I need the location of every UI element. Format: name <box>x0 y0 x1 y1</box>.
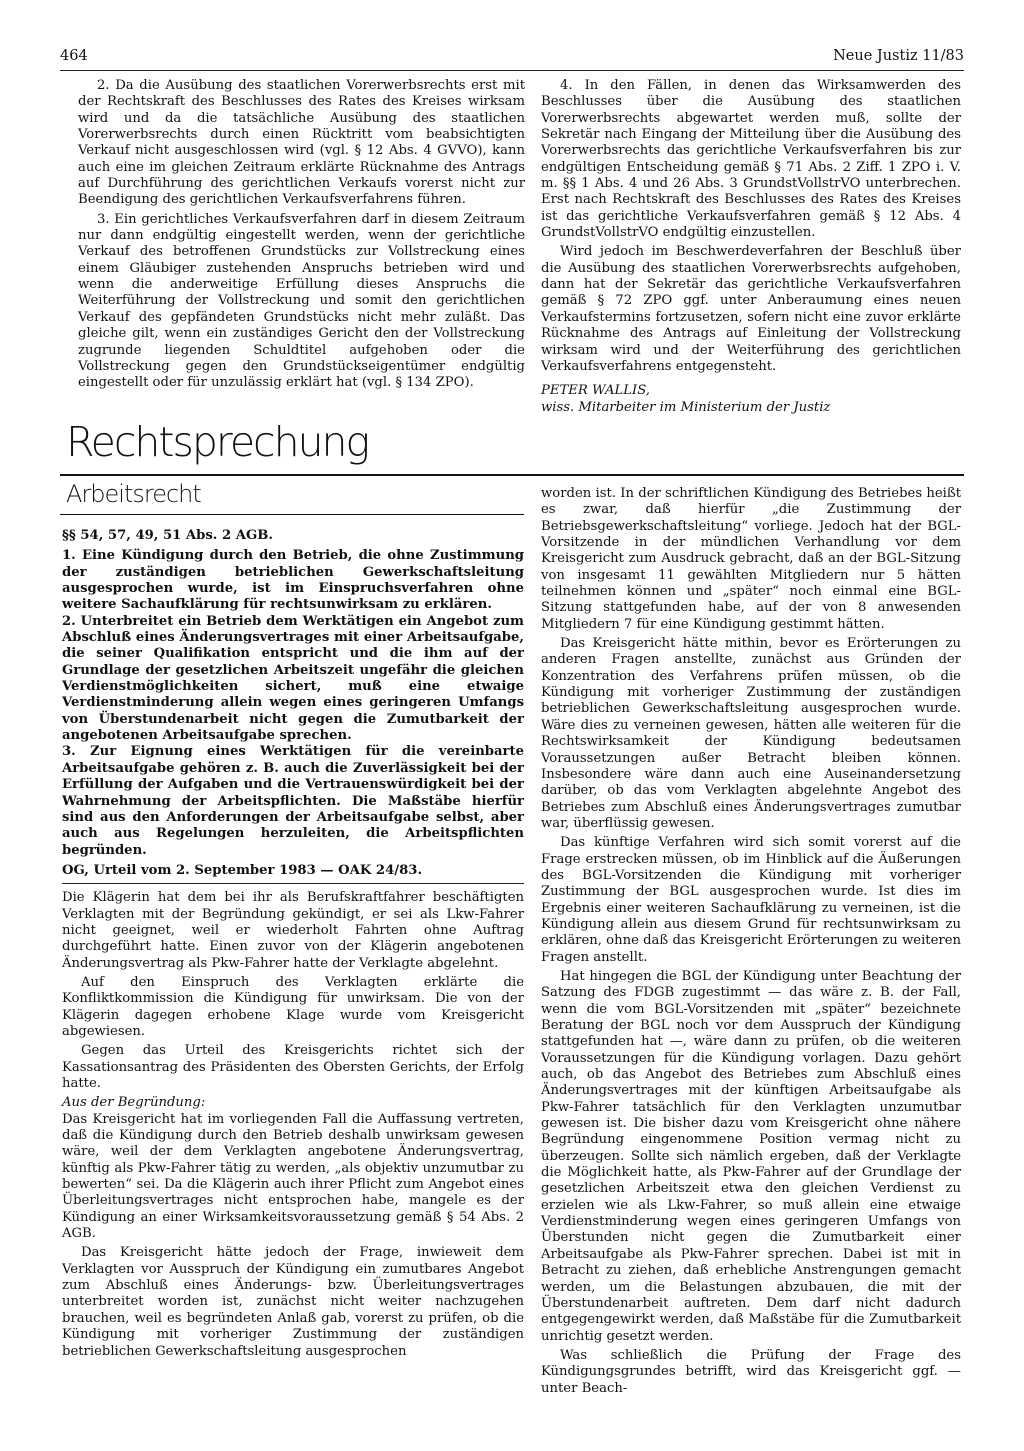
citation-divider <box>62 883 524 884</box>
facts-paragraph: Auf den Einspruch des Verklagten erklärte die Konfliktkommission die Kündigung für unwirksam. Die von der Klägerin dagegen erhobene Klage wurde vom Kreisgericht abgewiesen. <box>62 974 524 1039</box>
header-divider <box>60 70 964 71</box>
decision-right-column <box>541 486 961 1400</box>
prior-article-left-column <box>78 78 525 395</box>
headnote: 2. Unterbreitet ein Betrieb dem Werktätigen ein Angebot zum Abschluß eines Änderungsvertrages mit einer Arbeitsaufgabe, die seiner Qualifikation entspricht und die ihm auf der Grundlage der gesetzlichen Arbeitszeit ungefähr die gleichen Verdienstmöglichkeiten sichert, muß eine etwaige Verdienstminderung allein wegen eines geringeren Umfangs von Überstundenarbeit nicht gegen die Zumutbarkeit der angebotenen Arbeitsaufgabe sprechen. <box>62 613 524 744</box>
page-header <box>60 48 964 68</box>
reasons-paragraph: Das Kreisgericht hätte jedoch der Frage, inwieweit dem Verklagten vor Ausspruch der Kündigung ein zumutbares Angebot zum Abschluß eines Änderungs- bzw. Überleitungsvertrages unterbreitet worden ist, zunächst nicht weiter nachzugehen brauchen, weil es begründeten Anlaß gab, vorerst zu prüfen, ob die Kündigung mit vorheriger Zustimmung der zuständigen betrieblichen Gewerkschaftsleitung ausgesprochen <box>62 1245 524 1359</box>
author-block <box>541 383 961 416</box>
page-number: 464 <box>60 48 88 64</box>
facts-paragraph: Gegen das Urteil des Kreisgerichts richtet sich der Kassationsantrag des Präsidenten des Obersten Gerichts, der Erfolg hatte. <box>62 1043 524 1091</box>
reasons-paragraph: worden ist. In der schriftlichen Kündigung des Betriebes heißt es zwar, daß hierfür „die Zustimmung der Betriebsgewerkschaftsleitung“ vorliege. Jedoch hat der BGL-Vorsitzende in der mündlichen Verhandlung vor dem Kreisgericht zum Ausdruck gebracht, daß an der BGL-Sitzung von insgesamt 11 gewählten Mitgliedern nur 5 hätten teilnehmen können und „später“ noch einmal eine BGL-Sitzung stattgefunden habe, auf der von 8 anwesenden Mitgliedern 7 für eine Kündigung gestimmt hätten. <box>541 486 961 632</box>
headnote: 1. Eine Kündigung durch den Betrieb, die ohne Zustimmung der zuständigen betrieblichen Gewerkschaftsleitung ausgesprochen wurde, ist im Einspruchsverfahren ohne weitere Sachaufklärung für rechtsunwirksam zu erklären. <box>62 548 524 613</box>
prior-article-paragraph: 2. Da die Ausübung des staatlichen Vorerwerbsrechts erst mit der Rechtskraft des Beschlusses des Rates des Kreises wirksam wird und da die tatsächliche Ausübung des staatlichen Vorerwerbsrechts durch einen Rücktritt vom beabsichtigten Verkauf nicht ausgeschlossen wird (vgl. § 12 Abs. 4 GVVO), kann auch eine im gleichen Zeitraum erklärte Rücknahme des Antrags auf Durchführung des gerichtlichen Verkaufs vorerst nicht zur Beendigung des gerichtlichen Verkaufsverfahrens führen. <box>78 78 525 208</box>
decision-left-column <box>62 528 524 1363</box>
court-citation: OG, Urteil vom 2. September 1983 — OAK 24/83. <box>62 862 423 878</box>
headnote: 3. Zur Eignung eines Werktätigen für die vereinbarte Arbeitsaufgabe gehören z. B. auch die Zuverlässigkeit bei der Erfüllung der Aufgaben und die Vertrauenswürdigkeit bei der Wahrnehmung der Arbeitspflichten. Die Maßstäbe hierfür sind aus den Anforderungen der Arbeitsaufgabe selbst, aber auch aus Regelungen herzuleiten, die Arbeitspflichten begründen. <box>62 744 524 858</box>
subsection-title: Arbeitsrecht <box>66 480 201 508</box>
paragraph-reference: §§ 54, 57, 49, 51 Abs. 2 AGB. <box>62 528 273 543</box>
subsection-divider <box>60 514 524 515</box>
author-role: wiss. Mitarbeiter im Ministerium der Justiz <box>541 399 831 415</box>
reasons-heading: Aus der Begründung: <box>62 1095 206 1111</box>
reasons-paragraph: Was schließlich die Prüfung der Frage des Kündigungsgrundes betrifft, wird das Kreisgericht ggf. — unter Beach- <box>541 1347 961 1396</box>
headnotes <box>62 548 524 859</box>
reasons-paragraph: Das künftige Verfahren wird sich somit vorerst auf die Frage erstrecken müssen, ob im Hinblick auf die Äußerungen des BGL-Vorsitzenden die Kündigung mit vorheriger Zustimmung der BGL ausgesprochen wurde. Ist dies im Ergebnis einer weiteren Sachaufklärung zu verneinen, ist die Kündigung allein aus diesem Grund für rechtsunwirksam zu erklären, ohne daß das Kreisgericht Erörterungen zu weiteren Fragen anstellt. <box>541 835 961 965</box>
author-name: PETER WALLIS, <box>541 383 650 399</box>
prior-article-right-column <box>541 78 961 416</box>
prior-article-paragraph: 3. Ein gerichtliches Verkaufsverfahren darf in diesem Zeitraum nur dann endgültig eingestellt werden, wenn der gerichtliche Verkauf des betroffenen Grundstücks zur Vollstreckung eines einem Gläubiger zustehenden Anspruchs betrieben wird und wenn die anderweitige Erfüllung dieses Anspruchs die Weiterführung der Vollstreckung und somit den gerichtlichen Verkauf des gepfändeten Grundstücks nicht mehr zuläßt. Das gleiche gilt, wenn ein zuständiges Gericht den der Vollstreckung zugrunde liegenden Schuldtitel aufgehoben oder die Vollstreckung gegen den Grundstückseigentümer endgültig eingestellt oder für unzulässig erklärt hat (vgl. § 134 ZPO). <box>78 211 525 391</box>
reasons-paragraph: Hat hingegen die BGL der Kündigung unter Beachtung der Satzung des FDGB zugestimmt — das wäre z. B. der Fall, wenn die vom BGL-Vorsitzenden mit „später“ bezeichnete Beratung der BGL noch vor dem Ausspruch der Kündigung stattgefunden hat —, wäre dann zu prüfen, ob die weiteren Voraussetzungen für die Kündigung vorlagen. Dazu gehört auch, ob das Angebot des Betriebes zum Abschluß eines Änderungsvertrages mit der künftigen Arbeitsaufgabe als Pkw-Fahrer tatsächlich für den Verklagten unzumutbar gewesen ist. Die bisher dazu vom Kreisgericht ohne nähere Begründung eingenommene Position vermag nicht zu überzeugen. Sollte sich nämlich ergeben, daß der Verklagte die Möglichkeit hatte, als Pkw-Fahrer auf der Grundlage der gesetzlichen Arbeitszeit etwa den gleichen Verdienst zu erzielen wie als Lkw-Fahrer, so muß allein eine etwaige Verdienstminderung wegen eines geringeren Umfangs von Überstunden nicht gegen die Zumutbarkeit einer Arbeitsaufgabe als Pkw-Fahrer sprechen. Dabei ist mit in Betracht zu ziehen, daß erhebliche Anstrengungen gemacht werden, um die Belastungen abzubauen, die mit der Überstundenarbeit auftreten. Dem darf nicht dadurch entgegengewirkt werden, daß Maßstäbe für die Zumutbarkeit unrichtig gesetzt werden. <box>541 968 961 1344</box>
reasons-paragraph: Das Kreisgericht hat im vorliegenden Fall die Auffassung vertreten, daß die Kündigung durch den Betrieb deshalb unwirksam gewesen wäre, weil der dem Verklagten angebotene Änderungsvertrag, künftig als Pkw-Fahrer tätig zu werden, „als objektiv unzumutbar zu bewerten“ sei. Da die Klägerin auch ihrer Pflicht zum Angebot eines Überleitungsvertrages nicht entsprochen habe, mangele es der Kündigung an einer Wirksamkeitsvoraussetzung gemäß § 54 Abs. 2 AGB. <box>62 1111 524 1242</box>
section-title: Rechtsprechung <box>66 418 369 466</box>
facts-paragraph: Die Klägerin hat dem bei ihr als Berufskraftfahrer beschäftigten Verklagten mit der Begründung gekündigt, er sei als Lkw-Fahrer nicht geeignet, weil er wiederholt Fahrten ohne Auftrag durchgeführt hatte. Einen zuvor von der Klägerin angebotenen Änderungsvertrag als Pkw-Fahrer hatte der Verklagte abgelehnt. <box>62 890 524 971</box>
prior-article-paragraph: 4. In den Fällen, in denen das Wirksamwerden des Beschlusses über die Ausübung des staatlichen Vorerwerbsrechts abgewartet werden muß, sollte der Sekretär nach Eingang der Mitteilung über die Ausübung des Vorerwerbsrechts das gerichtliche Verkaufsverfahren bis zur endgültigen Entscheidung gemäß § 71 Abs. 2 Ziff. 1 ZPO i. V. m. §§ 1 Abs. 4 und 26 Abs. 3 GrundstVollstrVO unterbrechen. Erst nach Rechtskraft des Beschlusses des Rates des Kreises ist das gerichtliche Verkaufsverfahren gemäß § 12 Abs. 4 GrundstVollstrVO endgültig einzustellen. <box>541 78 961 241</box>
journal-issue: Neue Justiz 11/83 <box>833 48 964 64</box>
section-divider <box>60 474 964 476</box>
reasons-paragraph: Das Kreisgericht hätte mithin, bevor es Erörterungen zu anderen Fragen anstellte, zunächst aus Gründen der Konzentration des Verfahrens prüfen müssen, ob die Kündigung mit vorheriger Zustimmung der zuständigen betrieblichen Gewerkschaftsleitung ausgesprochen wurde. Wäre dies zu verneinen gewesen, hätten alle weiteren für die Rechtswirksamkeit der Kündigung bedeutsamen Voraussetzungen außer Betracht bleiben können. Insbesondere wäre dann auch eine Auseinandersetzung darüber, ob das vom Verklagten abgelehnte Angebot des Betriebes zum Abschluß eines Änderungsvertrages zumutbar war, überflüssig gewesen. <box>541 636 961 831</box>
prior-article-paragraph: Wird jedoch im Beschwerdeverfahren der Beschluß über die Ausübung des staatlichen Vorerwerbsrechts aufgehoben, dann hat der Sekretär das gerichtliche Verkaufsverfahren gemäß § 72 ZPO ggf. unter Anberaumung eines neuen Verkaufstermins fortzusetzen, sofern nicht eine zuvor erklärte Rücknahme des Antrags auf Einleitung der Vollstreckung wirksam wird und der Weiterführung des gerichtlichen Verkaufsverfahrens entgegensteht. <box>541 244 961 374</box>
